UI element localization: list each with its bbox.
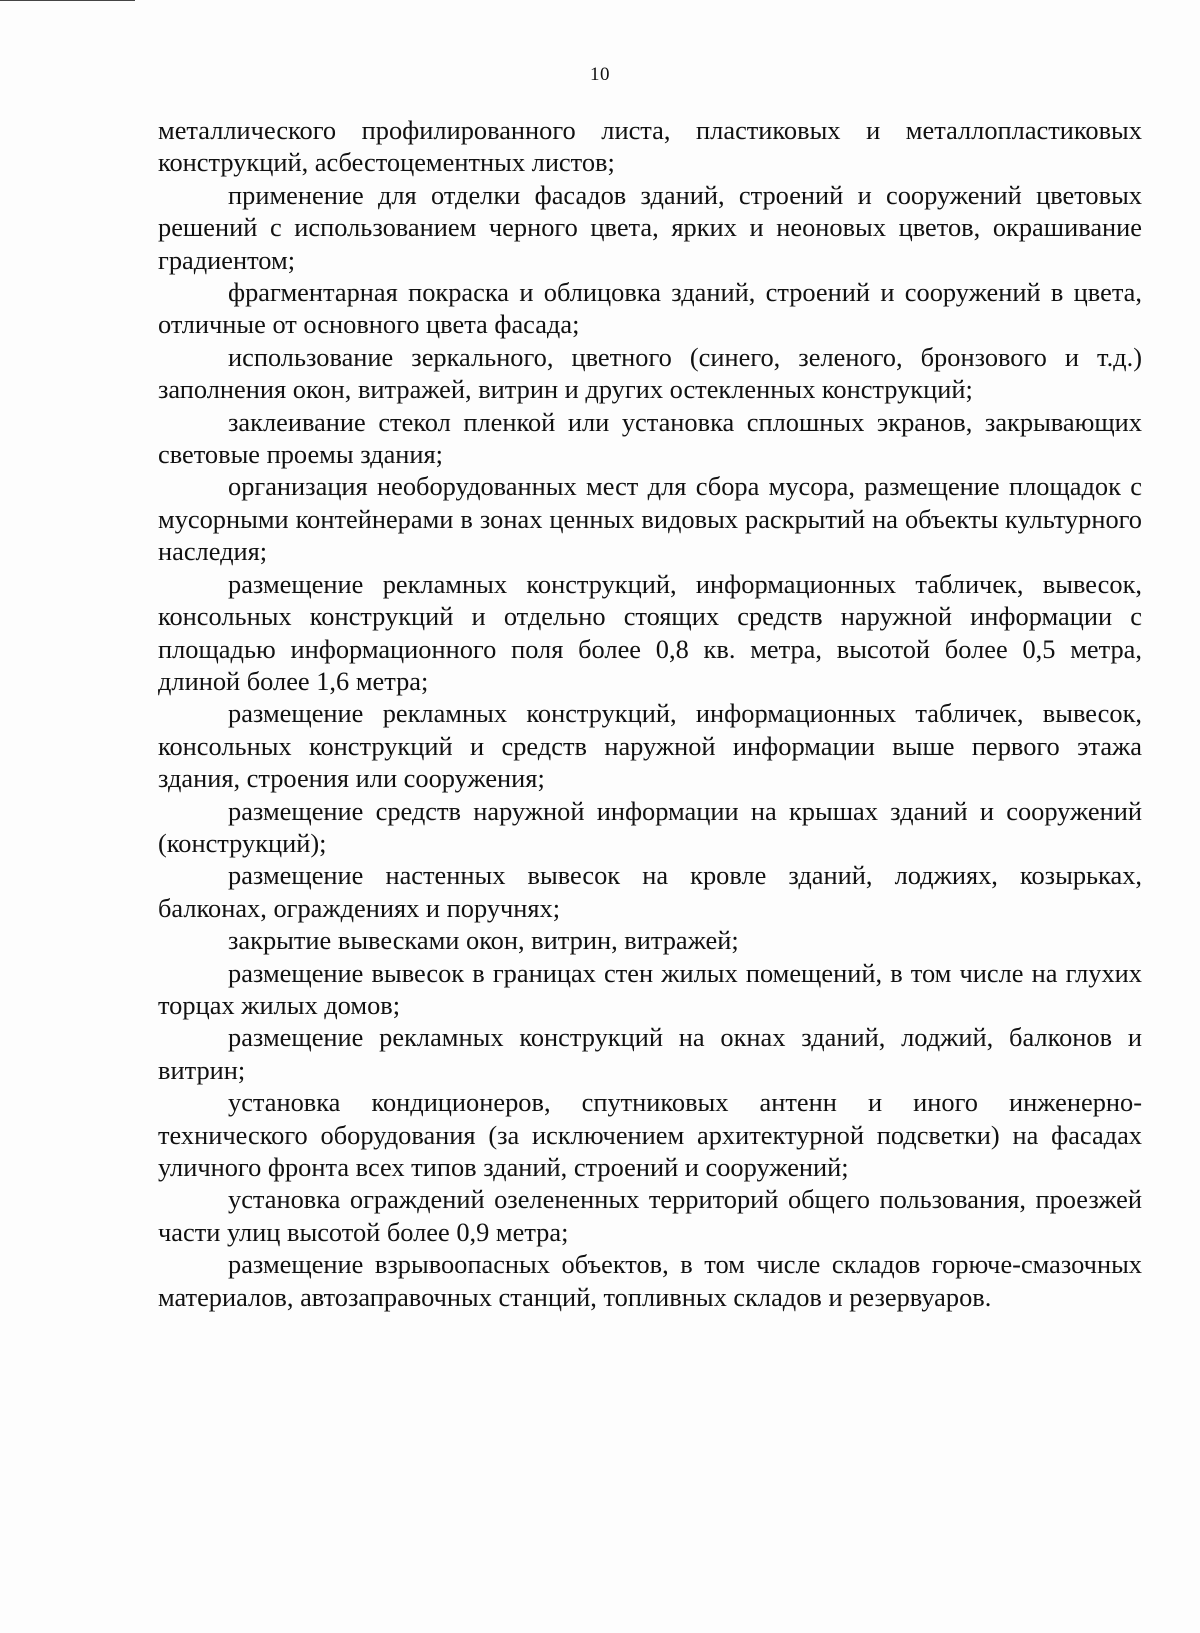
paragraph: размещение рекламных конструкций, информационных табличек, вывесок, консольных конструкций и отдельно стоящих средств наружной информации с площадью информационного поля более 0,8 кв. метра, высотой более 0,5 метра, длиной более 1,6 метра;: [158, 568, 1142, 696]
paragraph: размещение рекламных конструкций на окнах зданий, лоджий, балконов и витрин;: [158, 1022, 1142, 1085]
paragraph: установка кондиционеров, спутниковых антенн и иного инженерно-технического оборудования (за исключением архитектурной подсветки) на фасадах уличного фронта всех типов зданий, строений и сооружений;: [158, 1087, 1142, 1182]
paragraph: размещение рекламных конструкций, информационных табличек, вывесок, консольных конструкций и средств наружной информации выше первого этажа здания, строения или сооружения;: [158, 698, 1142, 794]
paragraph: фрагментарная покраска и облицовка зданий, строений и сооружений в цвета, отличные от основного цвета фасада;: [158, 277, 1142, 340]
paragraph: размещение взрывоопасных объектов, в том числе складов горюче-смазочных материалов, автозаправочных станций, топливных складов и резервуаров.: [158, 1249, 1142, 1312]
page-number: 10: [590, 64, 610, 85]
body-text: [158, 114, 1142, 1313]
paragraph: установка ограждений озелененных территорий общего пользования, проезжей части улиц высотой более 0,9 метра;: [158, 1184, 1142, 1247]
paragraph: металлического профилированного листа, пластиковых и металлопластиковых конструкций, асбестоцементных листов;: [158, 115, 1142, 178]
paragraph: размещение вывесок в границах стен жилых помещений, в том числе на глухих торцах жилых домов;: [158, 957, 1142, 1020]
paragraph: организация необорудованных мест для сбора мусора, размещение площадок с мусорными контейнерами в зонах ценных видовых раскрытий на объекты культурного наследия;: [158, 471, 1142, 567]
paragraph: заклеивание стекол пленкой или установка сплошных экранов, закрывающих световые проемы здания;: [158, 406, 1142, 470]
paragraph: использование зеркального, цветного (синего, зеленого, бронзового и т.д.) заполнения окон, витражей, витрин и других остекленных конструкций;: [158, 341, 1142, 405]
paragraph: размещение настенных вывесок на кровле зданий, лоджиях, козырьках, балконах, ограждениях и поручнях;: [158, 860, 1142, 923]
paragraph: размещение средств наружной информации на крышах зданий и сооружений (конструкций);: [158, 795, 1142, 858]
paragraph: закрытие вывесками окон, витрин, витражей;: [228, 925, 739, 956]
scan-edge-line: [0, 0, 135, 1]
paragraph: применение для отделки фасадов зданий, строений и сооружений цветовых решений с использованием черного цвета, ярких и неоновых цветов, окрашивание градиентом;: [158, 179, 1142, 275]
